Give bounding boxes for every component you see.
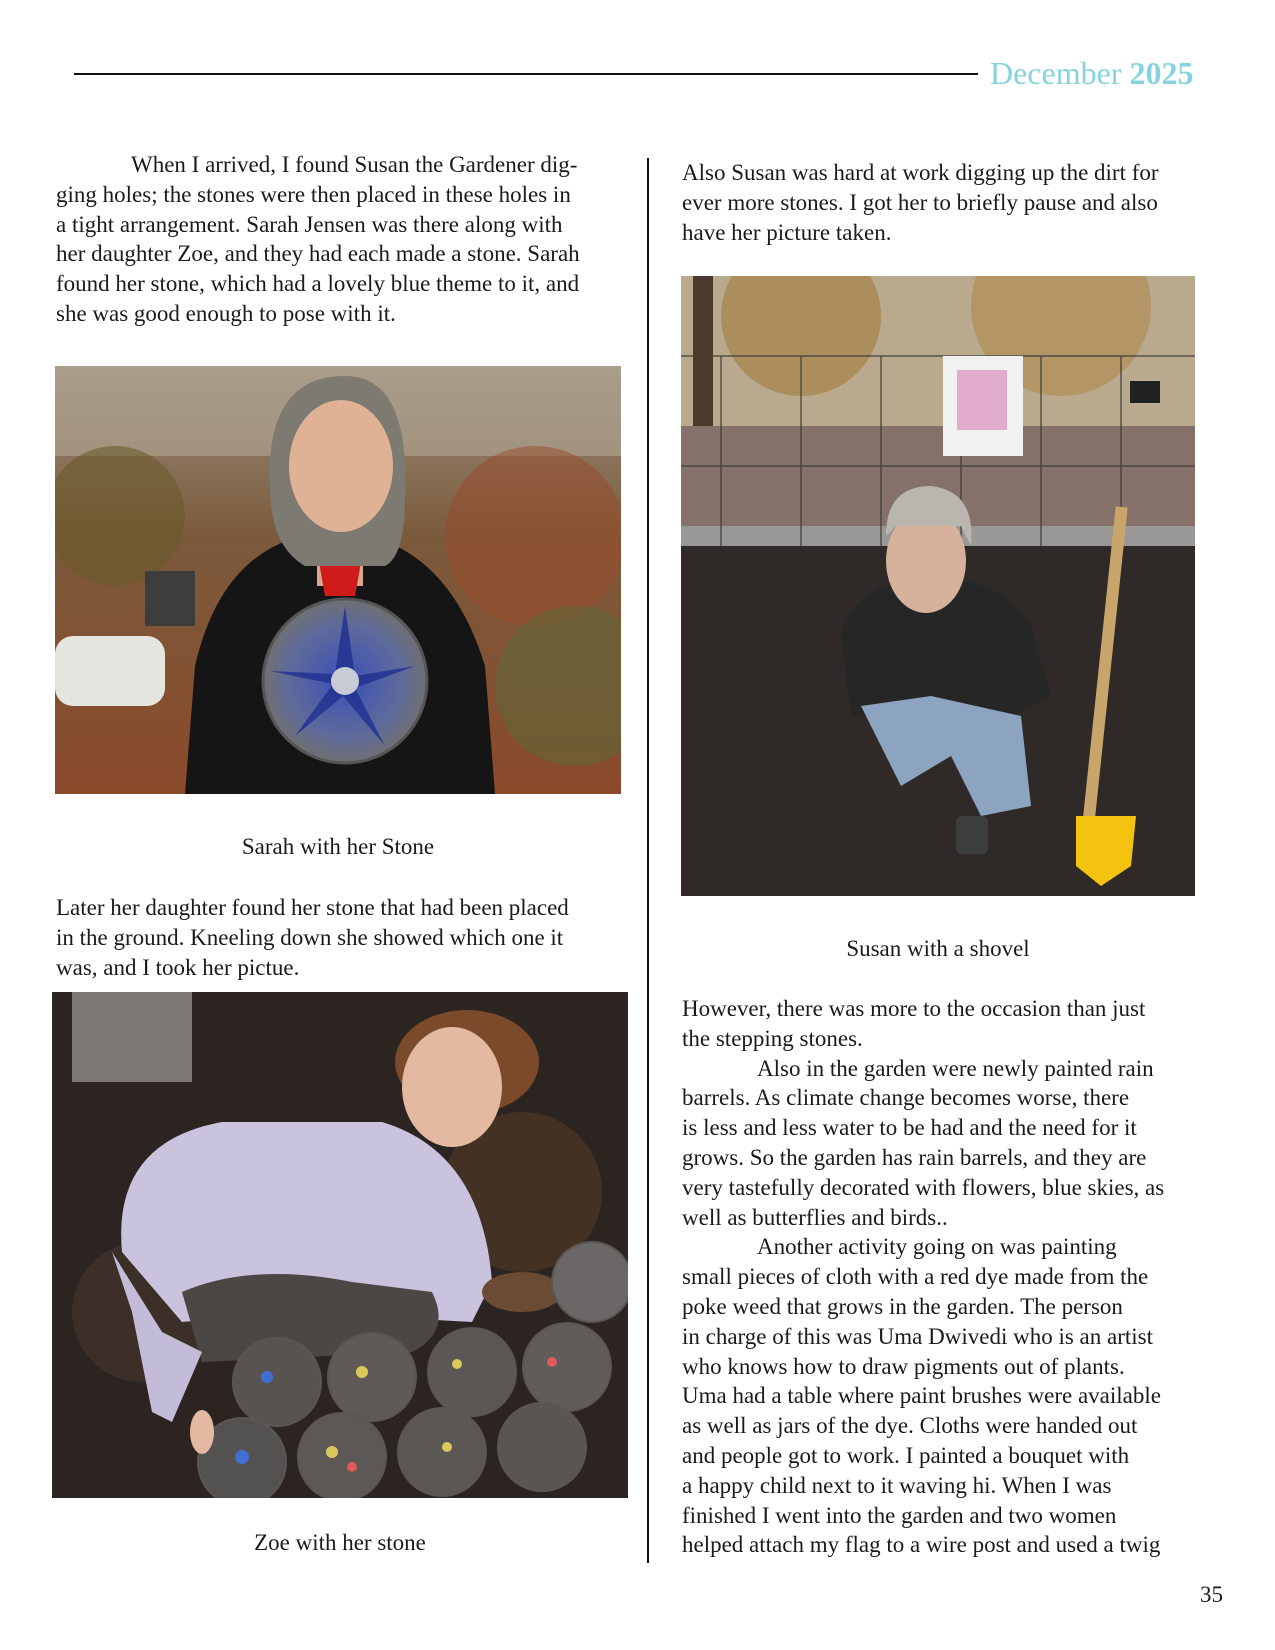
text-line: barrels. As climate change becomes worse, there [682, 1085, 1130, 1111]
text-line: and people got to work. I painted a bouquet with [682, 1442, 1130, 1468]
text-line: as well as jars of the dye. Cloths were handed out [682, 1413, 1138, 1439]
right-paragraph-1 [682, 158, 1159, 247]
photo-susan-with-shovel [681, 276, 1195, 896]
header-year: 2025 [1129, 55, 1194, 91]
text-line: Later her daughter found her stone that had been placed [56, 895, 569, 920]
text-line: was, and I took her pictue. [56, 954, 300, 980]
text-line: she was good enough to pose with it. [56, 300, 396, 326]
text-line: in the ground. Kneeling down she showed which one it [56, 924, 564, 950]
text-line: the stepping stones. [682, 1025, 863, 1051]
text-line: her daughter Zoe, and they had each made a stone. Sarah [56, 241, 580, 267]
column-divider [647, 158, 649, 1563]
text-line: small pieces of cloth with a red dye made from the [682, 1264, 1149, 1290]
text-line: finished I went into the garden and two women [682, 1502, 1117, 1528]
photo-zoe-with-stone [52, 992, 628, 1498]
caption-zoe: Zoe with her stone [254, 1530, 426, 1555]
caption-sarah: Sarah with her Stone [241, 834, 435, 859]
text-line: Another activity going on was painting [757, 1234, 1117, 1260]
text-line: well as butterflies and birds.. [682, 1204, 948, 1230]
text-line: grows. So the garden has rain barrels, and they are [682, 1144, 1147, 1170]
text-line: very tastefully decorated with flowers, blue skies, as [682, 1174, 1165, 1200]
text-line: have her picture taken. [682, 219, 892, 245]
text-line: a tight arrangement. Sarah Jensen was there along with [56, 211, 563, 237]
text-line: However, there was more to the occasion than just [682, 996, 1146, 1021]
text-line: found her stone, which had a lovely blue theme to it, and [56, 271, 580, 297]
text-line: ging holes; the stones were then placed in these holes in [56, 181, 571, 207]
page-number: 35 [1200, 1582, 1223, 1607]
text-line: in charge of this was Uma Dwivedi who is an artist [682, 1323, 1153, 1349]
left-paragraph-1 [56, 150, 580, 329]
text-line: Uma had a table where paint brushes were available [682, 1383, 1161, 1409]
text-line: a happy child next to it waving hi. When I was [682, 1472, 1112, 1498]
caption-susan: Susan with a shovel [846, 936, 1030, 961]
text-line: helped attach my flag to a wire post and used a twig [682, 1532, 1161, 1558]
text-line: Also in the garden were newly painted rain [757, 1055, 1154, 1081]
header-month: December [990, 55, 1122, 91]
header-rule [74, 73, 978, 75]
text-line: Also Susan was hard at work digging up the dirt for [682, 160, 1159, 185]
left-paragraph-2 [56, 893, 569, 982]
header-date [990, 55, 1193, 92]
text-line: When I arrived, I found Susan the Gardener dig- [131, 152, 578, 177]
text-line: poke weed that grows in the garden. The person [682, 1293, 1123, 1319]
text-line: is less and less water to be had and the need for it [682, 1115, 1137, 1141]
text-line: ever more stones. I got her to briefly pause and also [682, 189, 1158, 215]
photo-sarah-with-stone [55, 366, 621, 794]
right-paragraph-2 [682, 994, 1164, 1560]
text-line: who knows how to draw pigments out of plants. [682, 1353, 1125, 1379]
